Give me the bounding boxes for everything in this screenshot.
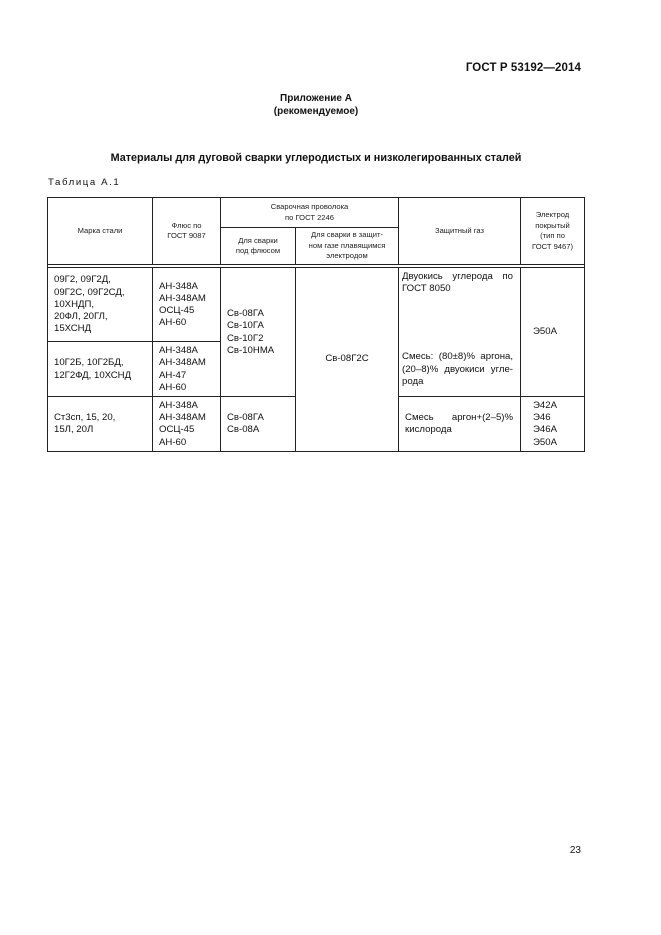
appendix-status: (рекомендуемое)	[273, 106, 359, 117]
table-row-2-flux: АН-348А АН-348АМ АН-47 АН-60	[153, 342, 221, 397]
appendix-title: Приложение А	[280, 93, 352, 104]
page-number: 23	[569, 845, 581, 856]
table-row-1-flux: АН-348А АН-348АМ ОСЦ-45 АН-60	[153, 268, 221, 342]
header-flux: Флюс по ГОСТ 9087	[153, 198, 221, 265]
document-code: ГОСТ Р 53192—2014	[465, 62, 581, 74]
header-welding-wire: Сварочная проволока по ГОСТ 2246	[221, 198, 399, 228]
section-title: Материалы для дуговой сварки углеродистых и низколегированных сталей	[110, 152, 522, 164]
wire-flux-group-1: Св-08ГА Св-10ГА Св-10Г2 Св-10НМА	[221, 268, 296, 397]
materials-table	[47, 197, 585, 452]
wire-gas-cell: Св-08Г2С	[296, 268, 399, 452]
table-row-1-steel: 09Г2, 09Г2Д, 09Г2С, 09Г2СД, 10ХНДП, 20ФЛ, 20ГЛ, 15ХСНД	[48, 268, 153, 342]
electrode-group-1: Э50А	[521, 268, 585, 397]
electrode-group-2: Э42А Э46 Э46А Э50А	[521, 397, 585, 452]
table-row-2-steel: 10Г2Б, 10Г2БД, 12Г2ФД, 10ХСНД	[48, 342, 153, 397]
header-shielding-gas: Защитный газ	[399, 198, 521, 265]
gas-co2: Двуокись углерода по ГОСТ 8050	[402, 271, 514, 295]
gas-cell-co2-and-mix	[399, 268, 521, 397]
header-wire-gas: Для сварки в защит- ном газе плавящимся электродом	[296, 228, 399, 265]
table-caption: Таблица А.1	[48, 177, 121, 188]
wire-flux-group-2: Св-08ГА Св-08А	[221, 397, 296, 452]
header-steel-grade: Марка стали	[48, 198, 153, 265]
gas-mix-argon-co2: Смесь: (80±8)% аргона, (20–8)% двуокиси угле- рода	[402, 351, 514, 387]
gas-mix-argon-oxygen: Смесь аргон+(2–5)% кислорода	[399, 397, 521, 452]
appendix-heading	[0, 92, 632, 118]
header-wire-flux: Для сварки под флюсом	[221, 228, 296, 265]
table-row-3-flux: АН-348А АН-348АМ ОСЦ-45 АН-60	[153, 397, 221, 452]
header-electrode: Электрод покрытый (тип по ГОСТ 9467)	[521, 198, 585, 265]
table-row-3-steel: Ст3сп, 15, 20, 15Л, 20Л	[48, 397, 153, 452]
